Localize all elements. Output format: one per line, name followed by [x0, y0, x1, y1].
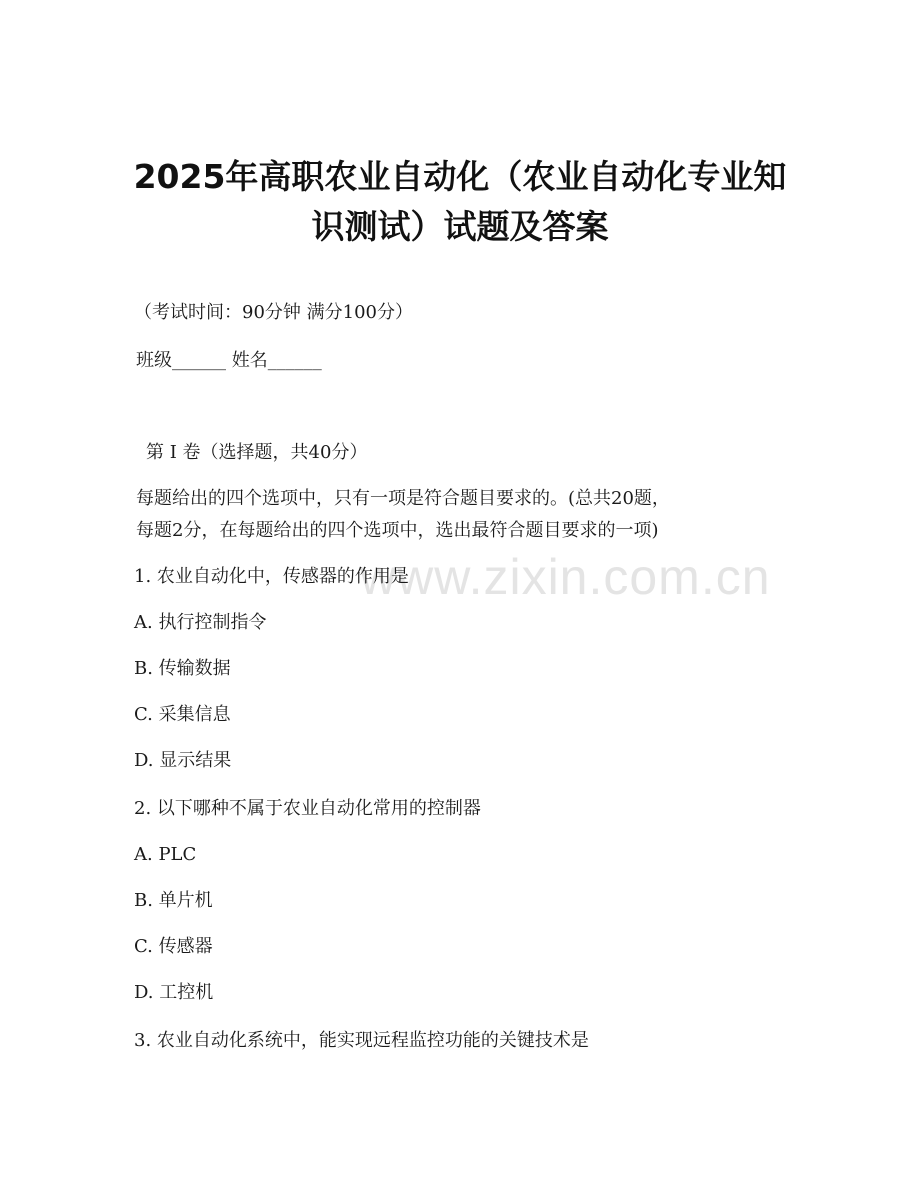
question-2-option-a: A. PLC	[134, 844, 197, 865]
question-2-option-c: C. 传感器	[134, 936, 213, 957]
question-2-option-d: D. 工控机	[134, 982, 214, 1003]
document-title-line-2: 识测试）试题及答案	[311, 207, 609, 246]
question-2-option-b: B. 单片机	[134, 890, 213, 911]
document-title-line-1: 2025年高职农业自动化（农业自动化专业知	[133, 157, 787, 196]
question-2-stem: 2. 以下哪种不属于农业自动化常用的控制器	[134, 798, 481, 819]
exam-info: （考试时间：90分钟 满分100分）	[134, 302, 413, 323]
question-1-stem: 1. 农业自动化中，传感器的作用是	[134, 566, 409, 587]
instructions-line-1: 每题给出的四个选项中，只有一项是符合题目要求的。(总共20题，	[136, 488, 670, 509]
student-info: 班级______ 姓名______	[136, 350, 322, 371]
watermark-text: www.zixin.com.cn	[360, 549, 771, 605]
question-1-option-c: C. 采集信息	[134, 704, 231, 725]
question-1-option-a: A. 执行控制指令	[134, 612, 267, 633]
question-1-option-d: D. 显示结果	[134, 750, 232, 771]
question-3-stem: 3. 农业自动化系统中，能实现远程监控功能的关键技术是	[134, 1030, 589, 1051]
question-1-option-b: B. 传输数据	[134, 658, 231, 679]
instructions-line-2: 每题2分，在每题给出的四个选项中，选出最符合题目要求的一项)	[136, 520, 659, 541]
section-heading: 第 I 卷（选择题，共40分）	[146, 442, 368, 463]
